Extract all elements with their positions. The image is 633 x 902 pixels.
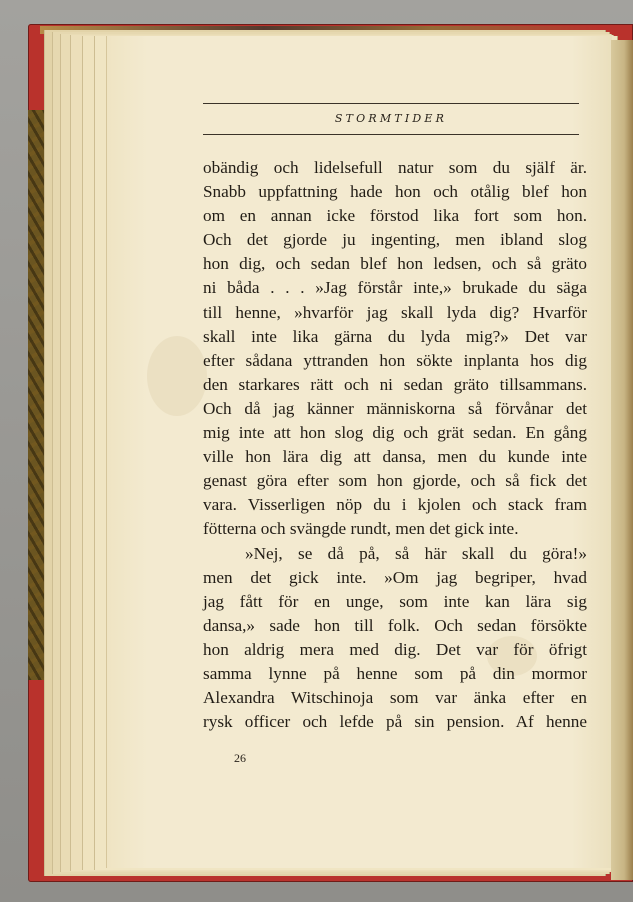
paper-stain	[147, 336, 207, 416]
text-line: samma lynne på henne som på din mormor	[203, 663, 587, 683]
page-number: 26	[234, 751, 246, 765]
body-text	[203, 156, 587, 734]
text-line: »Nej, se då på, så här skall du göra!»	[245, 543, 587, 563]
text-line: ni båda . . . »Jag förstår inte,» brukade du säga	[203, 278, 587, 298]
text-line: Snabb uppfattning hade hon och otålig blef hon	[203, 182, 587, 202]
text-line: till henne, »hvarför jag skall lyda dig? Hvarför	[203, 302, 587, 322]
text-line: rysk officer och lefde på sin pension. Af henne	[203, 712, 587, 732]
text-line: fötterna och svängde rundt, men det gick inte.	[203, 519, 519, 539]
text-line: Och det gjorde ju ingenting, men ibland slog	[203, 230, 587, 250]
text-line: Och då jag känner människorna så förvånar det	[203, 398, 587, 418]
text-line: hon dig, och sedan blef hon ledsen, och så gräto	[203, 254, 587, 274]
text-line: obändig och lidelsefull natur som du själf är.	[203, 158, 587, 177]
header-rule-top	[203, 103, 579, 104]
text-line: skall inte lika gärna du lyda mig?» Det var	[203, 326, 587, 346]
page-right-edge	[611, 40, 633, 880]
text-line: hon aldrig mera med dig. Det var för öfrigt	[203, 639, 587, 659]
text-line: den starkares rätt och ni sedan gräto tillsammans.	[203, 374, 587, 394]
text-line: Alexandra Witschinoja som var änka efter en	[203, 688, 587, 708]
header-rule-bottom	[203, 134, 579, 135]
text-line: mig inte att hon slog dig och grät sedan. En gång	[203, 423, 587, 443]
text-line: om en annan icke förstod lika fort som hon.	[203, 206, 587, 226]
text-line: jag fått för en unge, som inte kan lära sig	[203, 591, 587, 611]
text-line: genast göra efter som hon gjorde, och så fick det	[203, 471, 587, 491]
text-line: vara. Visserligen nöp du i kjolen och stack fram	[203, 495, 587, 515]
text-line: dansa,» sade hon till folk. Och sedan försökte	[203, 615, 587, 635]
running-head: STORMTIDER	[334, 112, 448, 125]
text-line: efter sådana yttranden hon sökte inplanta hos dig	[203, 350, 587, 370]
text-line: men det gick inte. »Om jag begriper, hvad	[203, 567, 587, 587]
text-line: ville hon lära dig att dansa, men du kunde inte	[203, 447, 587, 467]
